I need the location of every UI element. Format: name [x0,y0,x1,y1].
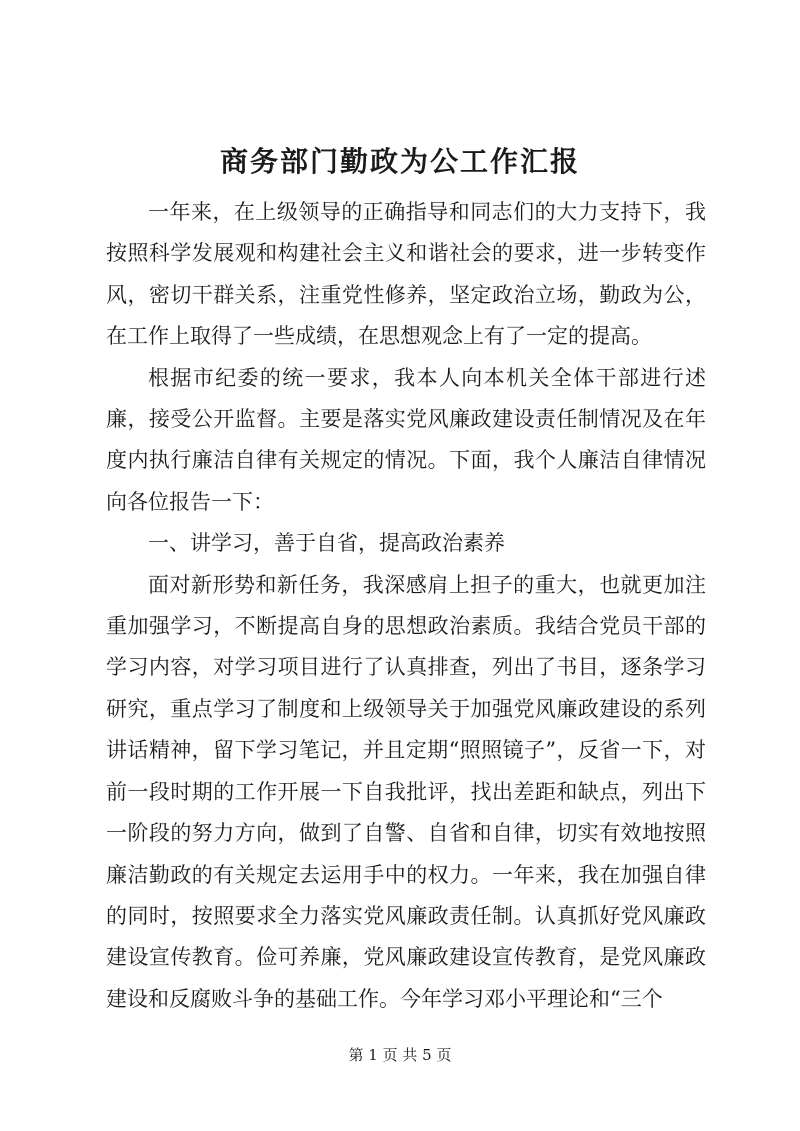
document-body [106,192,706,1020]
document-title: 商务部门勤政为公工作汇报 [219,145,580,178]
page-footer: 第 1 页 共 5 页 [348,1046,452,1064]
paragraph-report-purpose: 根据市纪委的统一要求，我本人向本机关全体干部进行述廉，接受公开监督。主要是落实党风廉政建设责任制情况及在年度内执行廉洁自律有关规定的情况。下面，我个人廉洁自律情况向各位报告一下： [106,365,706,514]
section-heading-1: 一、讲学习，善于自省，提高政治素养 [148,531,505,556]
paragraph-study: 面对新形势和新任务，我深感肩上担子的重大，也就更加注重加强学习，不断提高自身的思想政治素质。我结合党员干部的学习内容，对学习项目进行了认真排查，列出了书目，逐条学习研究，重点学习了制度和上级领导关于加强党风廉政建设的系列讲话精神，留下学习笔记，并且定期“照照镜子”，反省一下，对前一段时期的工作开展一下自我批评，找出差距和缺点，列出下一阶段的努力方向，做到了自警、自省和自律，切实有效地按照廉洁勤政的有关规定去运用手中的权力。一年来，我在加强自律的同时，按照要求全力落实党风廉政责任制。认真抓好党风廉政建设宣传教育。俭可养廉，党风廉政建设宣传教育，是党风廉政建设和反腐败斗争的基础工作。今年学习邓小平理论和“三个 [106,572,706,1011]
paragraph-intro: 一年来，在上级领导的正确指导和同志们的大力支持下，我按照科学发展观和构建社会主义和谐社会的要求，进一步转变作风，密切干群关系，注重党性修养，坚定政治立场，勤政为公，在工作上取得了一些成绩，在思想观念上有了一定的提高。 [106,200,706,349]
